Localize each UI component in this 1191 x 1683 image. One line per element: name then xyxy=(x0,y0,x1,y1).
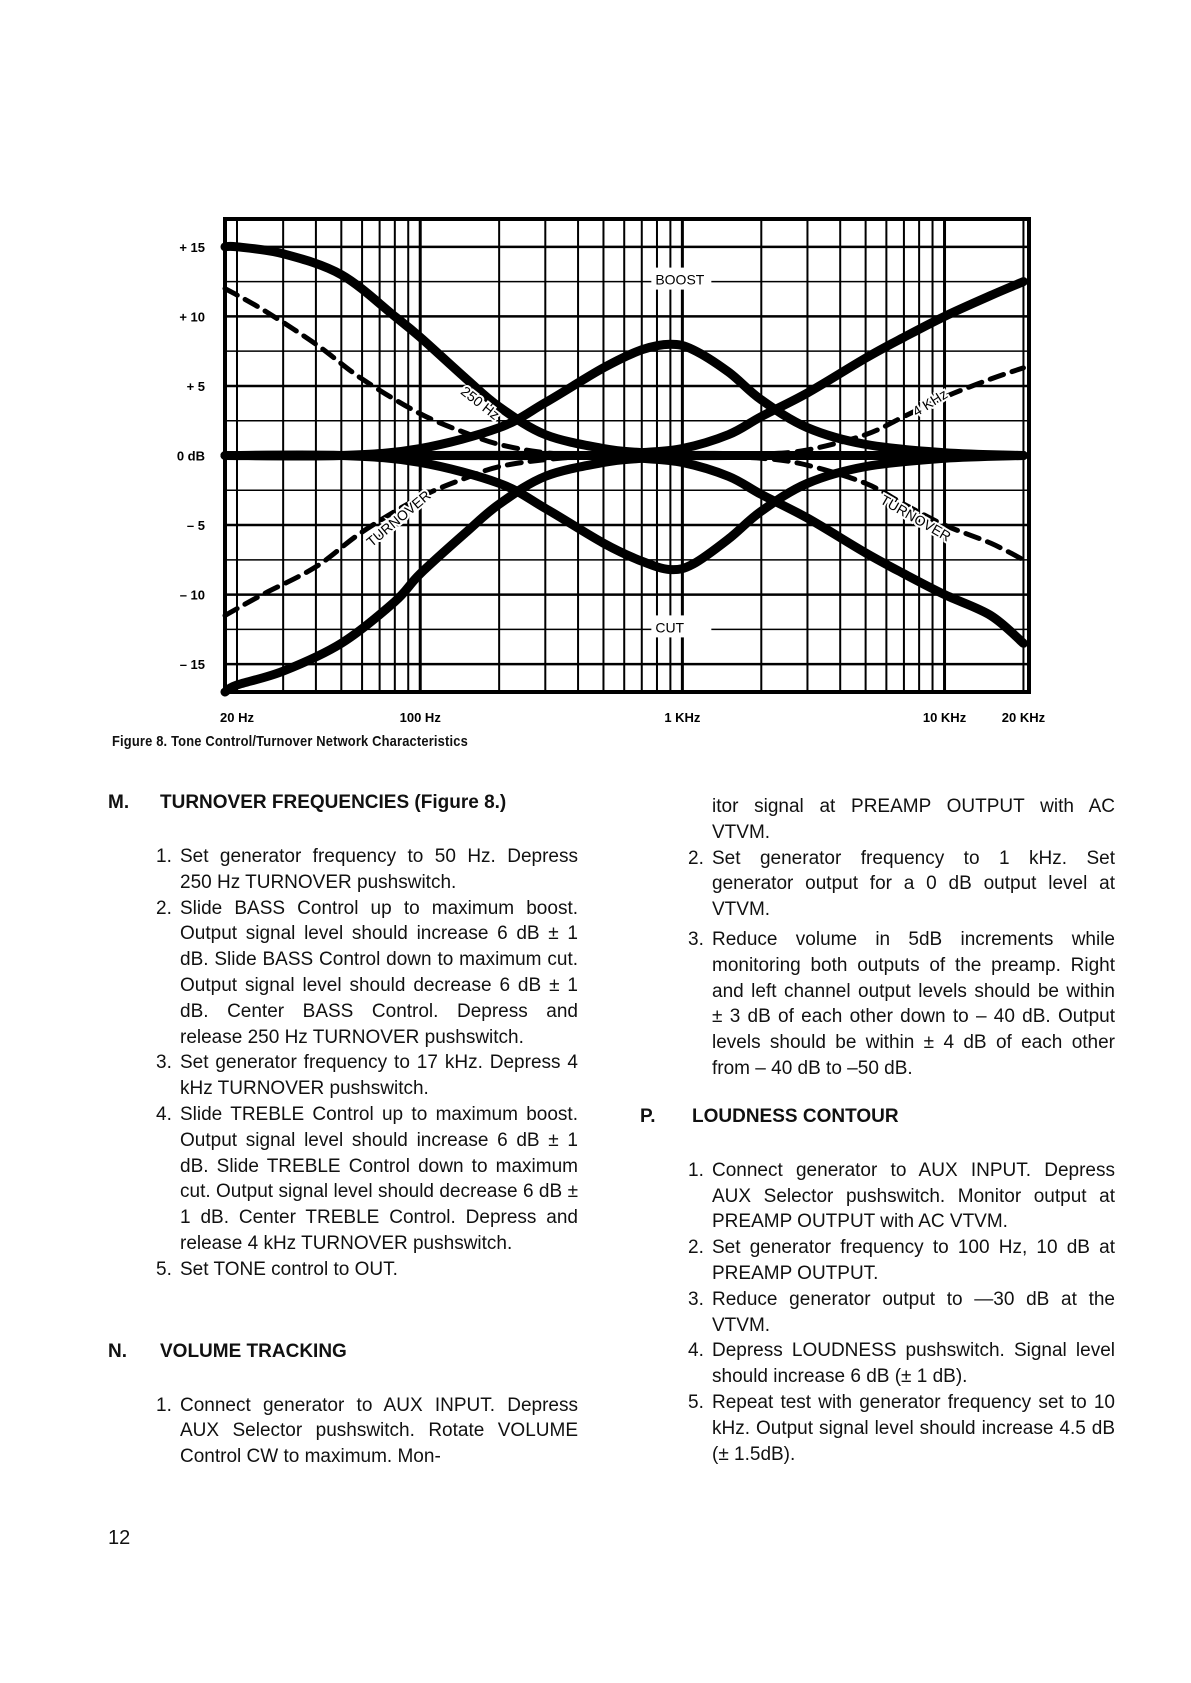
left-column xyxy=(108,790,578,1470)
x-tick-label: 100 Hz xyxy=(399,710,441,725)
section-m-list xyxy=(108,844,578,1283)
y-tick-label: – 5 xyxy=(186,518,205,534)
curve-label: TURNOVER xyxy=(363,487,434,550)
section-p-heading xyxy=(640,1104,1115,1134)
list-item-text: Set generator frequency to 100 Hz, 10 dB at PREAMP OUTPUT. xyxy=(712,1237,1115,1284)
curve-label: 250 Hz xyxy=(457,382,503,423)
section-p-list xyxy=(640,1158,1115,1468)
section-p-title: LOUDNESS CONTOUR xyxy=(692,1105,899,1127)
list-item-text: Connect generator to AUX INPUT. Depress AUX Selector pushswitch. Monitor output at PREAMP OUTPUT with AC VTVM. xyxy=(712,1159,1115,1233)
figure-caption: Figure 8. Tone Control/Turnover Network Characteristics xyxy=(112,733,468,750)
section-n-heading xyxy=(108,1339,578,1369)
x-tick-label: 20 Hz xyxy=(220,710,254,725)
list-item: 3. Reduce volume in 5dB increments while monitoring both outputs of the preamp. Right and left channel output levels should be within ± 3 dB of each other down to – 40 dB. Output levels should be within ± 4 dB of each other from – 40 dB to –50 dB. xyxy=(688,928,1115,1079)
list-item: 5. Set TONE control to OUT. xyxy=(156,1258,398,1280)
section-n-list-continued xyxy=(640,846,1115,1082)
list-item: 4. Depress LOUDNESS pushswitch. Signal level should increase 6 dB (± 1 dB). xyxy=(688,1340,1115,1388)
y-tick-label: + 5 xyxy=(186,378,205,394)
list-item-text: Depress LOUDNESS pushswitch. Signal level should increase 6 dB (± 1 dB). xyxy=(712,1340,1115,1388)
section-n-list xyxy=(108,1393,578,1470)
list-item: 1. Set generator frequency to 50 Hz. Depress 250 Hz TURNOVER pushswitch. xyxy=(156,846,578,893)
list-item: 2. Set generator frequency to 1 kHz. Set generator output for a 0 dB output level at VTVM. xyxy=(688,847,1115,921)
curve-label: 4 KHz xyxy=(909,385,951,420)
list-item-text: Connect generator to AUX INPUT. Depress AUX Selector pushswitch. Rotate VOLUME Control CW to maximum. Mon- xyxy=(180,1394,578,1468)
section-m-title: TURNOVER FREQUENCIES (Figure 8.) xyxy=(160,792,507,813)
y-tick-label: + 10 xyxy=(179,309,205,325)
chart-annotation: CUT xyxy=(655,619,685,636)
list-item-text: Set TONE control to OUT. xyxy=(180,1258,398,1280)
y-tick-label: 0 dB xyxy=(176,448,205,464)
list-item: 4. Slide TREBLE Control up to maximum boost. Output signal level should increase 6 dB ± 1 dB. Slide TREBLE Control down to maximum cut. Output signal level should decrease 6 dB ± 1 dB. Center TREBLE Control. Depress and release 4 kHz TURNOVER pushswitch. xyxy=(156,1103,578,1254)
x-tick-label: 10 KHz xyxy=(922,710,967,725)
list-item: 2. Set generator frequency to 100 Hz, 10 dB at PREAMP OUTPUT. xyxy=(688,1237,1115,1284)
section-p-letter: P. xyxy=(640,1105,656,1127)
x-tick-label: 1 KHz xyxy=(664,710,701,725)
list-item: 3. Set generator frequency to 17 kHz. Depress 4 kHz TURNOVER pushswitch. xyxy=(156,1052,578,1100)
list-item: 5. Repeat test with generator frequency set to 10 kHz. Output signal level should increase 4.5 dB (± 1.5dB). xyxy=(688,1391,1115,1465)
right-column xyxy=(640,794,1115,1467)
section-m-heading xyxy=(108,790,578,820)
curve-label: TURNOVER xyxy=(877,491,954,545)
y-tick-label: – 10 xyxy=(179,587,205,603)
y-tick-label: – 15 xyxy=(179,657,205,673)
list-item-text: Repeat test with generator frequency set to 10 kHz. Output signal level should increase 4.5 dB (± 1.5dB). xyxy=(712,1391,1115,1465)
x-tick-label: 20 KHz xyxy=(1001,710,1046,725)
list-item-text: Set generator frequency to 17 kHz. Depress 4 kHz TURNOVER pushswitch. xyxy=(180,1052,578,1100)
page-number: 12 xyxy=(108,1527,131,1549)
list-item-text: Reduce generator output to —30 dB at the VTVM. xyxy=(712,1288,1115,1336)
list-item-text: Slide TREBLE Control up to maximum boost. Output signal level should increase 6 dB ± 1 dB. Slide TREBLE Control down to maximum cut. Output signal level should decrease 6 dB ± 1 dB. Center TREBLE Control. Depress and release 4 kHz TURNOVER pushswitch. xyxy=(180,1103,578,1254)
list-item: 1. Connect generator to AUX INPUT. Depress AUX Selector pushswitch. Monitor output at PREAMP OUTPUT with AC VTVM. xyxy=(688,1159,1115,1233)
list-item-text: Slide BASS Control up to maximum boost. Output signal level should increase 6 dB ± 1 dB. Slide BASS Control down to maximum cut. Output signal level should decrease 6 dB ± 1 dB. Center BASS Control. Depress and release 250 Hz TURNOVER pushswitch. xyxy=(180,897,578,1048)
list-item-text: Set generator frequency to 50 Hz. Depress 250 Hz TURNOVER pushswitch. xyxy=(180,846,578,893)
y-tick-label: + 15 xyxy=(179,239,205,255)
list-item-text: Set generator frequency to 1 kHz. Set generator output for a 0 dB output level at VTVM. xyxy=(712,847,1115,921)
section-n-continuation: itor signal at PREAMP OUTPUT with AC VTVM. xyxy=(712,796,1115,843)
tone-control-chart xyxy=(0,0,1191,730)
section-m-letter: M. xyxy=(108,792,130,813)
chart-annotation: BOOST xyxy=(655,271,705,288)
section-n-title: VOLUME TRACKING xyxy=(160,1340,347,1362)
section-n-letter: N. xyxy=(108,1340,127,1362)
list-item: 2. Slide BASS Control up to maximum boost. Output signal level should increase 6 dB ± 1 dB. Slide BASS Control down to maximum cut. Output signal level should decrease 6 dB ± 1 dB. Center BASS Control. Depress and release 250 Hz TURNOVER pushswitch. xyxy=(156,897,578,1048)
list-item-text: Reduce volume in 5dB increments while monitoring both outputs of the preamp. Right and left channel output levels should be within ± 3 dB of each other down to – 40 dB. Output levels should be within ± 4 dB of each other from – 40 dB to –50 dB. xyxy=(712,928,1115,1079)
list-item: 3. Reduce generator output to —30 dB at the VTVM. xyxy=(688,1288,1115,1336)
list-item: 1. Connect generator to AUX INPUT. Depress AUX Selector pushswitch. Rotate VOLUME Control CW to maximum. Mon- xyxy=(156,1394,578,1468)
